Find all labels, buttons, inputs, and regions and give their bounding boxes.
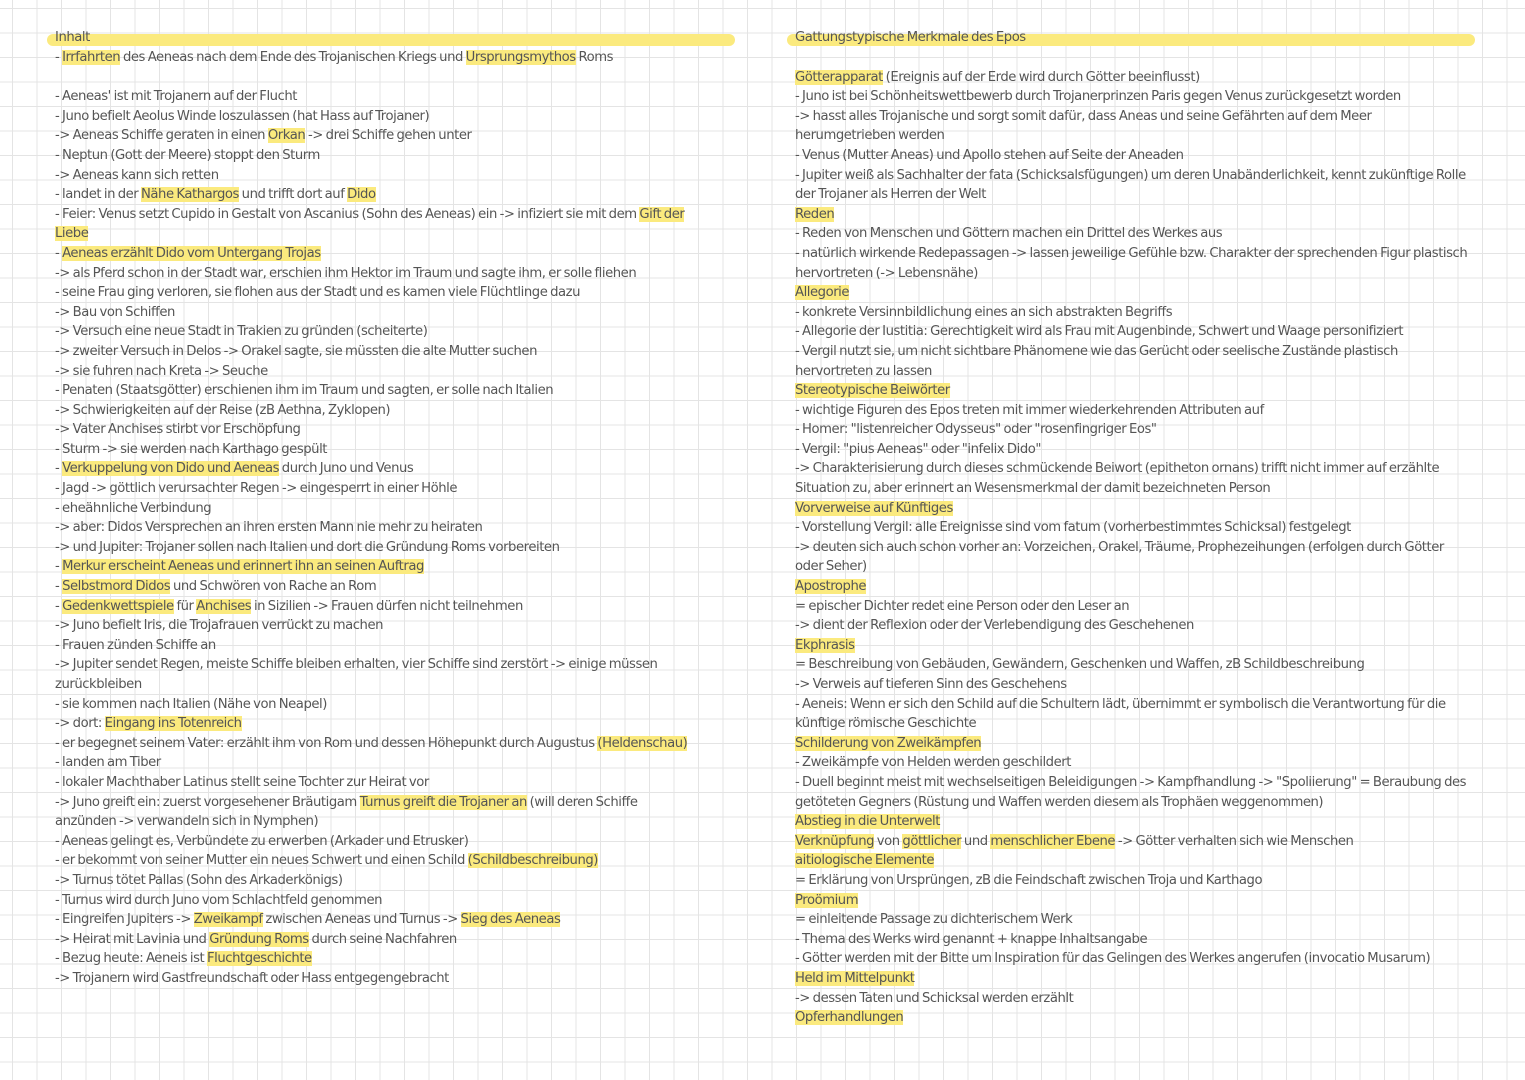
highlighted-text: menschlicher Ebene xyxy=(990,833,1116,849)
note-line xyxy=(795,910,1485,930)
note-line xyxy=(55,675,745,695)
highlighted-text: Gedenkwettspiele xyxy=(62,598,174,614)
note-line xyxy=(55,871,745,891)
right-heading xyxy=(795,28,1485,48)
note-line xyxy=(55,910,745,930)
highlighted-text: Aeneas erzählt Dido vom Untergang Trojas xyxy=(62,245,321,261)
note-text: - Turnus wird durch Juno vom Schlachtfeld genommen xyxy=(55,892,383,908)
note-line xyxy=(795,107,1485,127)
note-text: (Ereignis auf der Erde wird durch Götter beeinflusst) xyxy=(882,69,1200,85)
highlighted-text: Schilderung von Zweikämpfen xyxy=(795,735,982,751)
note-line xyxy=(55,479,745,499)
note-text: -> als Pferd schon in der Stadt war, erschien ihm Hektor im Traum und sagte ihm, er solle fliehen xyxy=(55,265,637,281)
note-text: - Feier: Venus setzt Cupido in Gestalt von Ascanius (Sohn des Aeneas) ein -> infiziert sie mit dem xyxy=(55,206,640,222)
note-line xyxy=(795,420,1485,440)
note-line xyxy=(55,891,745,911)
highlighted-text: Turnus greift die Trojaner an xyxy=(359,794,527,810)
note-text: -> dort: xyxy=(55,716,105,732)
note-text: - Vergil: "pius Aeneas" oder "infelix Dido" xyxy=(795,441,1041,457)
note-line xyxy=(795,401,1485,421)
highlighted-text: Ursprungsmythos xyxy=(465,50,576,65)
note-text: durch seine Nachfahren xyxy=(308,931,457,947)
note-text: -> Juno befielt Iris, die Trojafrauen verrückt zu machen xyxy=(55,618,384,634)
highlighted-text: Liebe xyxy=(55,226,89,242)
note-text: der Trojaner als Herren der Welt xyxy=(795,187,986,203)
note-line xyxy=(55,518,745,538)
highlighted-text: Dido xyxy=(347,187,376,203)
note-line xyxy=(55,851,745,871)
note-text: - Götter werden mit der Bitte um Inspiration für das Gelingen des Werkes angerufen (invocatio Musarum) xyxy=(795,951,1431,967)
note-text: - xyxy=(55,598,63,614)
note-line xyxy=(795,577,1485,597)
note-text: = Beschreibung von Gebäuden, Gewändern, Geschenken und Waffen, zB Schildbeschreibung xyxy=(795,657,1365,673)
note-text: und trifft dort auf xyxy=(238,187,348,203)
note-text: hervortreten zu lassen xyxy=(795,363,932,379)
right-notebook-page xyxy=(795,28,1485,1028)
note-text: - Frauen zünden Schiffe an xyxy=(55,637,216,653)
note-text: getöteten Gegners (Rüstung und Waffen werden diesem als Trophäen weggenommen) xyxy=(795,794,1324,810)
note-text: -> zweiter Versuch in Delos -> Orakel sagte, sie müssten die alte Mutter suchen xyxy=(55,343,537,359)
note-text: - Bezug heute: Aeneis ist xyxy=(55,951,208,967)
left-heading xyxy=(55,28,745,48)
note-line xyxy=(55,185,745,205)
note-text: - Juno befielt Aeolus Winde loszulassen (hat Hass auf Trojaner) xyxy=(55,108,430,124)
note-line xyxy=(795,440,1485,460)
note-text: - Zweikämpfe von Helden werden geschildert xyxy=(795,755,1071,771)
note-line xyxy=(795,283,1485,303)
note-line xyxy=(795,244,1485,264)
note-line xyxy=(795,362,1485,382)
note-text: zwischen Aeneas und Turnus -> xyxy=(262,912,461,928)
highlighted-text: Apostrophe xyxy=(795,579,867,595)
note-line xyxy=(55,930,745,950)
highlighted-text: Nähe Kathargos xyxy=(141,187,239,203)
note-line xyxy=(795,146,1485,166)
note-text: - landet in der xyxy=(55,187,142,203)
note-text: -> Verweis auf tieferen Sinn des Geschehens xyxy=(795,677,1067,692)
note-text: -> Bau von Schiffen xyxy=(55,304,175,320)
note-line xyxy=(55,224,745,244)
note-text: - wichtige Figuren des Epos treten mit immer wiederkehrenden Attributen auf xyxy=(795,402,1264,418)
note-line xyxy=(55,538,745,558)
note-text: zurückbleiben xyxy=(55,677,142,692)
note-text: -> Jupiter sendet Regen, meiste Schiffe bleiben erhalten, vier Schiffe sind zerstört -> einige müssen xyxy=(55,657,658,673)
note-line xyxy=(55,734,745,754)
note-line xyxy=(55,205,745,225)
heading-highlight-stripe xyxy=(47,34,735,46)
note-line xyxy=(795,224,1485,244)
note-text: -> dient der Reflexion oder der Verlebendigung des Geschehenen xyxy=(795,618,1194,634)
note-text: -> Schwierigkeiten auf der Reise (zB Aethna, Zyklopen) xyxy=(55,402,391,418)
highlighted-text: Merkur erscheint Aeneas und erinnert ihn an seinen Auftrag xyxy=(62,559,424,575)
note-line xyxy=(795,616,1485,636)
right-heading-text: Gattungstypische Merkmale des Epos xyxy=(795,30,1026,45)
note-text: hervortreten (-> Lebensnähe) xyxy=(795,265,978,281)
note-text: -> Aeneas kann sich retten xyxy=(55,167,219,183)
note-line xyxy=(795,381,1485,401)
note-line xyxy=(795,636,1485,656)
note-line xyxy=(795,891,1485,911)
note-line xyxy=(795,87,1485,107)
note-line xyxy=(795,597,1485,617)
note-line xyxy=(795,753,1485,773)
note-line xyxy=(795,969,1485,989)
note-text: oder Seher) xyxy=(795,559,867,575)
note-text: -> Vater Anchises stirbt vor Erschöpfung xyxy=(55,422,301,438)
highlighted-text: Verknüpfung xyxy=(795,833,875,849)
note-text: -> deuten sich auch schon vorher an: Vorzeichen, Orakel, Träume, Prophezeihungen (erfolgen durch Götter xyxy=(795,539,1444,555)
note-text: von xyxy=(874,833,903,849)
highlighted-text: (Heldenschau) xyxy=(597,735,688,751)
note-text: - Sturm -> sie werden nach Karthago gespült xyxy=(55,441,328,457)
note-line xyxy=(795,989,1485,1009)
note-line xyxy=(795,205,1485,225)
note-line xyxy=(55,87,745,107)
note-line xyxy=(55,459,745,479)
note-text: - Penaten (Staatsgötter) erschienen ihm im Traum und sagten, er solle nach Italien xyxy=(55,383,554,399)
note-text: -> aber: Didos Versprechen an ihren ersten Mann nie mehr zu heiraten xyxy=(55,520,483,536)
note-text: und xyxy=(961,833,991,849)
note-text: herumgetrieben werden xyxy=(795,128,945,144)
highlighted-text: Abstieg in die Unterwelt xyxy=(795,814,940,830)
note-text: = einleitende Passage zu dichterischem Werk xyxy=(795,912,1073,928)
highlighted-text: Orkan xyxy=(267,128,306,144)
note-line xyxy=(795,126,1485,146)
highlighted-text: Irrfahrten xyxy=(62,50,121,65)
highlighted-text: Vorverweise auf Künftiges xyxy=(795,500,953,516)
note-line xyxy=(795,871,1485,891)
note-text: - Neptun (Gott der Meere) stoppt den Sturm xyxy=(55,147,320,163)
highlighted-text: (Schildbeschreibung) xyxy=(467,853,598,869)
note-text: -> Versuch eine neue Stadt in Trakien zu gründen (scheiterte) xyxy=(55,324,428,340)
note-text: - Eingreifen Jupiters -> xyxy=(55,912,194,928)
note-line xyxy=(55,126,745,146)
note-text: - eheähnliche Verbindung xyxy=(55,500,212,516)
note-line xyxy=(795,851,1485,871)
note-line xyxy=(55,597,745,617)
note-text: - Aeneas gelingt es, Verbündete zu erwerben (Arkader und Etrusker) xyxy=(55,833,469,849)
note-text: -> hasst alles Trojanische und sorgt somit dafür, dass Aneas und seine Gefährten auf dem Meer xyxy=(795,108,1372,124)
note-text: - xyxy=(55,245,63,261)
note-text: -> Charakterisierung durch dieses schmückende Beiwort (epitheton ornans) trifft nicht immer auf erzählte xyxy=(795,461,1440,477)
note-line xyxy=(55,440,745,460)
note-line xyxy=(795,322,1485,342)
note-line xyxy=(795,185,1485,205)
note-line xyxy=(55,655,745,675)
note-line xyxy=(795,459,1485,479)
note-line xyxy=(795,812,1485,832)
note-text: - xyxy=(55,50,63,65)
highlighted-text: Anchises xyxy=(196,598,252,614)
note-line xyxy=(55,381,745,401)
note-line xyxy=(55,793,745,813)
note-text: -> sie fuhren nach Kreta -> Seuche xyxy=(55,363,268,379)
highlighted-text: Opferhandlungen xyxy=(795,1010,904,1026)
note-text: anzünden -> verwandeln sich in Nymphen) xyxy=(55,814,319,830)
note-line xyxy=(795,303,1485,323)
note-text: - Duell beginnt meist mit wechselseitigen Beleidigungen -> Kampfhandlung -> "Spoliierung" = Beraubung des xyxy=(795,774,1467,790)
note-text: in Sizilien -> Frauen dürfen nicht teilnehmen xyxy=(251,598,523,614)
note-line xyxy=(795,557,1485,577)
note-line xyxy=(795,479,1485,499)
blank-line xyxy=(55,68,745,88)
note-text: Roms xyxy=(575,50,614,65)
note-line xyxy=(795,68,1485,88)
note-text: für xyxy=(173,598,197,614)
note-text: -> drei Schiffe gehen unter xyxy=(305,128,472,144)
note-text: - Aeneas' ist mit Trojanern auf der Flucht xyxy=(55,89,297,105)
note-text: durch Juno und Venus xyxy=(279,461,414,477)
note-text: Situation zu, aber erinnert an Wesensmerkmal der damit bezeichneten Person xyxy=(795,481,1271,497)
note-line xyxy=(55,48,745,68)
note-line xyxy=(795,793,1485,813)
note-line xyxy=(55,949,745,969)
highlighted-text: Proömium xyxy=(795,892,859,908)
note-text: -> und Jupiter: Trojaner sollen nach Italien und dort die Gründung Roms vorbereiten xyxy=(55,539,560,555)
note-text: - Jupiter weiß als Sachhalter der fata (Schicksalsfügungen) um deren Unabänderlichkeit, kennt zukünftige Rolle xyxy=(795,167,1466,183)
note-text: - konkrete Versinnbildlichung eines an sich abstrakten Begriffs xyxy=(795,304,1173,320)
highlighted-text: aitiologische Elemente xyxy=(795,853,935,869)
note-line xyxy=(795,342,1485,362)
note-line xyxy=(55,283,745,303)
note-text: und Schwören von Rache an Rom xyxy=(170,579,377,595)
note-text: - Venus (Mutter Aneas) und Apollo stehen auf Seite der Aneaden xyxy=(795,147,1184,163)
note-line xyxy=(55,773,745,793)
note-line xyxy=(795,655,1485,675)
note-line xyxy=(795,930,1485,950)
blank-line xyxy=(795,48,1485,68)
note-line xyxy=(795,734,1485,754)
highlighted-text: göttlicher xyxy=(902,833,962,849)
note-line xyxy=(55,401,745,421)
highlighted-text: Stereotypische Beiwörter xyxy=(795,383,950,399)
note-text: - xyxy=(55,461,63,477)
note-text: - seine Frau ging verloren, sie flohen aus der Stadt und es kamen viele Flüchtlinge dazu xyxy=(55,285,581,301)
note-text: - sie kommen nach Italien (Nähe von Neapel) xyxy=(55,696,327,712)
note-line xyxy=(795,773,1485,793)
note-text: -> Heirat mit Lavinia und xyxy=(55,931,210,947)
note-text: -> Juno greift ein: zuerst vorgesehener Bräutigam xyxy=(55,794,360,810)
note-line xyxy=(795,1008,1485,1028)
highlighted-text: Eingang ins Totenreich xyxy=(104,716,242,732)
note-line xyxy=(55,264,745,284)
left-notes-body xyxy=(55,48,745,989)
note-text: - xyxy=(55,579,63,595)
note-text: -> Aeneas Schiffe geraten in einen xyxy=(55,128,268,144)
note-line xyxy=(55,342,745,362)
highlighted-text: Reden xyxy=(795,206,835,222)
note-line xyxy=(55,146,745,166)
note-text: - xyxy=(55,559,63,575)
note-line xyxy=(795,675,1485,695)
highlighted-text: Gift der xyxy=(639,206,685,222)
note-line xyxy=(55,420,745,440)
note-text: - Jagd -> göttlich verursachter Regen -> eingesperrt in einer Höhle xyxy=(55,481,458,497)
highlighted-text: Verkuppelung von Dido und Aeneas xyxy=(62,461,280,477)
note-text: - Thema des Werks wird genannt + knappe Inhaltsangabe xyxy=(795,931,1148,947)
note-text: künftige römische Geschichte xyxy=(795,716,977,732)
highlighted-text: Gründung Roms xyxy=(209,931,309,947)
highlighted-text: Sieg des Aeneas xyxy=(460,912,561,928)
note-line xyxy=(55,499,745,519)
note-line xyxy=(795,538,1485,558)
note-text: - landen am Tiber xyxy=(55,755,161,771)
note-text: -> Turnus tötet Pallas (Sohn des Arkaderkönigs) xyxy=(55,872,343,888)
note-line xyxy=(795,949,1485,969)
note-text: - er bekommt von seiner Mutter ein neues Schwert und einen Schild xyxy=(55,853,468,869)
note-text: -> Götter verhalten sich wie Menschen xyxy=(1115,833,1354,849)
note-line xyxy=(55,557,745,577)
note-text: - Juno ist bei Schönheitswettbewerb durch Trojanerprinzen Paris gegen Venus zurückgesetzt worden xyxy=(795,89,1401,105)
note-line xyxy=(55,303,745,323)
note-line xyxy=(55,362,745,382)
left-notebook-page xyxy=(55,28,745,989)
note-text: = Erklärung von Ursprüngen, zB die Feindschaft zwischen Troja und Karthago xyxy=(795,872,1263,888)
note-text: (will deren Schiffe xyxy=(526,794,638,810)
highlighted-text: Ekphrasis xyxy=(795,637,855,653)
note-line xyxy=(55,616,745,636)
right-notes-body xyxy=(795,48,1485,1028)
note-text: - Homer: "listenreicher Odysseus" oder "rosenfingriger Eos" xyxy=(795,422,1157,438)
note-line xyxy=(55,636,745,656)
highlighted-text: Allegorie xyxy=(795,285,850,301)
note-line xyxy=(55,322,745,342)
note-text: - Allegorie der Iustitia: Gerechtigkeit wird als Frau mit Augenbinde, Schwert und Waage personifiziert xyxy=(795,324,1404,340)
note-line xyxy=(795,695,1485,715)
note-text: = epischer Dichter redet eine Person oder den Leser an xyxy=(795,598,1130,614)
note-line xyxy=(55,695,745,715)
highlighted-text: Zweikampf xyxy=(193,912,263,928)
note-line xyxy=(795,518,1485,538)
note-line xyxy=(55,832,745,852)
highlighted-text: Held im Mittelpunkt xyxy=(795,970,915,986)
left-heading-text: Inhalt xyxy=(55,30,90,45)
note-text: des Aeneas nach dem Ende des Trojanischen Kriegs und xyxy=(120,50,466,65)
note-text: - natürlich wirkende Redepassagen -> lassen jeweilige Gefühle bzw. Charakter der sprechenden Figur plastisch xyxy=(795,245,1468,261)
highlighted-text: Fluchtgeschichte xyxy=(207,951,312,967)
note-text: - er begegnet seinem Vater: erzählt ihm von Rom und dessen Höhepunkt durch Augustus xyxy=(55,735,598,751)
note-text: - Reden von Menschen und Göttern machen ein Drittel des Werkes aus xyxy=(795,226,1223,242)
note-text: -> Trojanern wird Gastfreundschaft oder Hass entgegengebracht xyxy=(55,970,449,986)
note-text: - Aeneis: Wenn er sich den Schild auf die Schultern lädt, übernimmt er symbolisch die Verantwortung für die xyxy=(795,696,1446,712)
note-line xyxy=(795,166,1485,186)
note-line xyxy=(55,244,745,264)
highlighted-text: Götterapparat xyxy=(795,69,883,85)
note-line xyxy=(55,969,745,989)
note-line xyxy=(55,166,745,186)
note-text: -> dessen Taten und Schicksal werden erzählt xyxy=(795,990,1074,1006)
note-line xyxy=(55,753,745,773)
note-text: - Vergil nutzt sie, um nicht sichtbare Phänomene wie das Gerücht oder seelische Zustände plastisch xyxy=(795,343,1398,359)
note-line xyxy=(795,264,1485,284)
note-line xyxy=(795,499,1485,519)
note-line xyxy=(55,107,745,127)
note-text: - Vorstellung Vergil: alle Ereignisse sind vom fatum (vorherbestimmtes Schicksal) festgelegt xyxy=(795,520,1351,536)
note-line xyxy=(795,714,1485,734)
note-text: - lokaler Machthaber Latinus stellt seine Tochter zur Heirat vor xyxy=(55,774,429,790)
note-line xyxy=(55,577,745,597)
note-line xyxy=(55,714,745,734)
note-line xyxy=(55,812,745,832)
note-line xyxy=(795,832,1485,852)
highlighted-text: Selbstmord Didos xyxy=(62,579,171,595)
